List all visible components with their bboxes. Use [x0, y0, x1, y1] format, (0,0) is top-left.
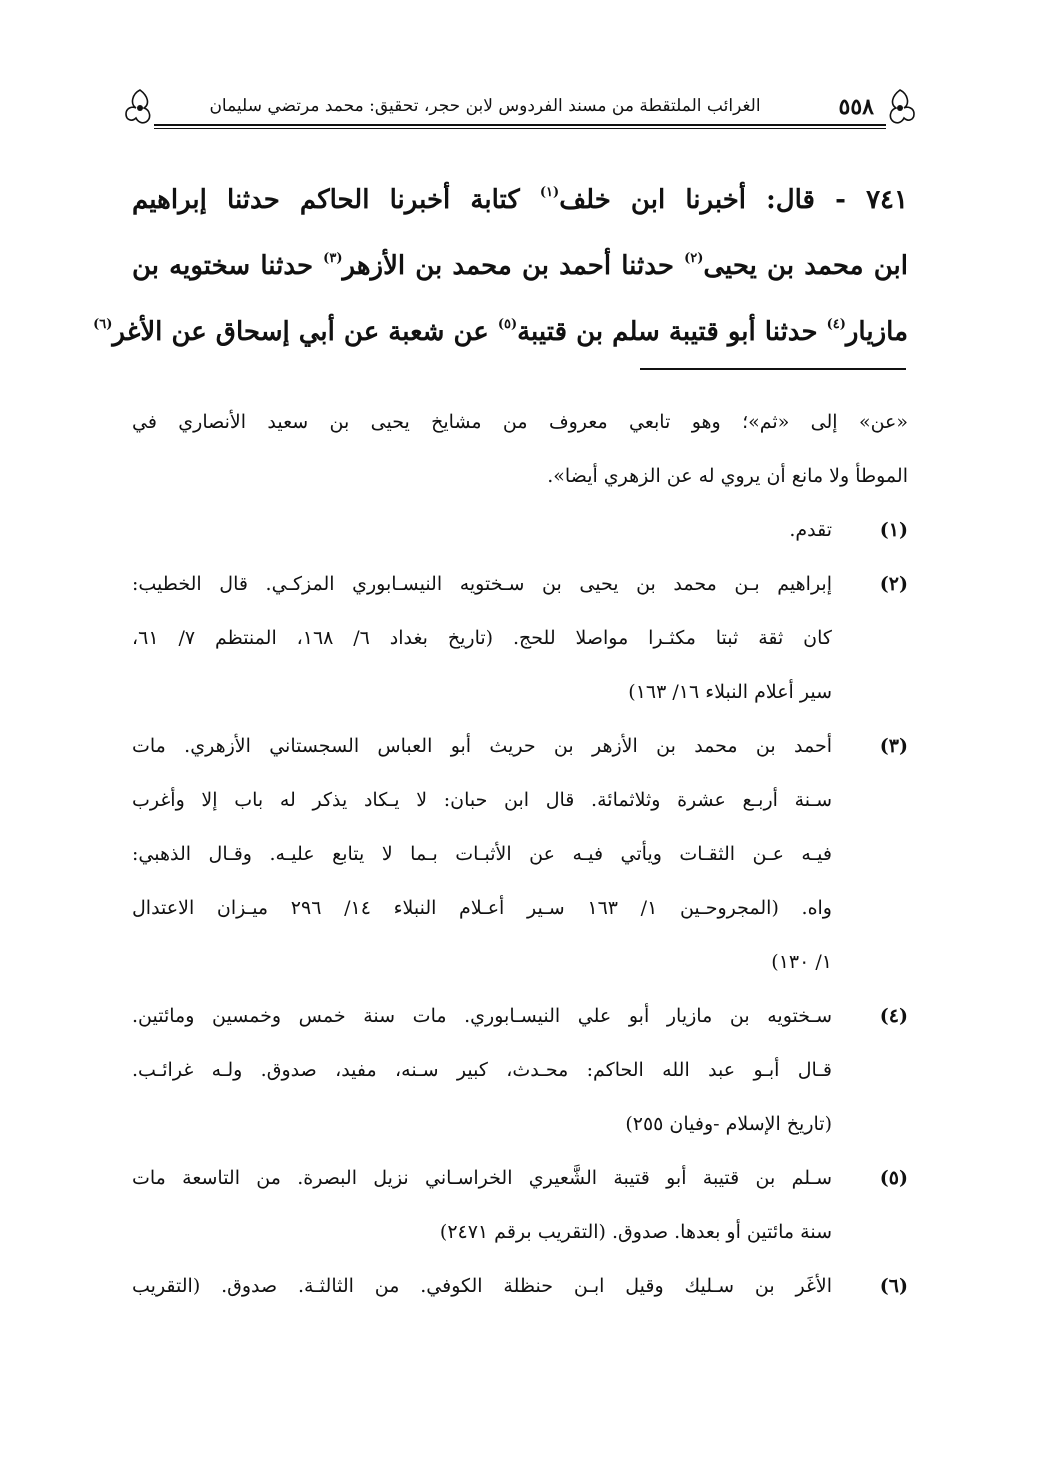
footnotes	[132, 395, 908, 1313]
footnote-number: (٤)	[879, 1005, 908, 1027]
footnote-ref[interactable]: (٦)	[93, 317, 113, 332]
running-title: الغرائب الملتقطة من مسند الفردوس لابن حجر، تحقيق: محمد مرتضي سليمان	[209, 96, 761, 116]
footnote-continuation: «عن» إلى «ثم»؛ وهو تابعي معروف من مشايخ يحيى بن سعيد الأنصاري في الموطأ ولا مانع أن يروي له عن الزهري أيضا».	[132, 411, 908, 487]
ornament-left-icon	[122, 88, 158, 126]
footnote-4: (٤) سـختويه بن مازيار أبو علي النيسـابوري. مات سنة خمس وخمسين ومائتين. قـال أبـو عبد الله الحاكم: محـدث، كبير سـنه، مفيد، صدوق. ولـه غرائـب. (تاريخ الإسلام -وفيان ٢٥٥)	[132, 989, 908, 1151]
page-header	[130, 88, 910, 128]
footnote-number: (٦)	[879, 1275, 908, 1297]
footnote-2: (٢) إبراهيم بـن محمد بن يحيى بن سـختويه النيسـابوري المزكـي. قال الخطيب: كان ثقة ثبتا مكثـرا مواصلا للحج. (تاريخ بغداد ٦/ ١٦٨، المنتظم ٧/ ٦١، سير أعلام النبلاء ١٦/ ١٦٣)	[132, 557, 908, 719]
hadith-line: ابن محمد بن يحيى$^{(٢)}$ حدثنا أحمد بن محمد بن الأزهر$^{(٣)}$ حدثنا سختويه بن	[132, 251, 908, 281]
ornament-right-icon	[882, 88, 918, 126]
footnote-3: (٣) أحمد بن محمد بن الأزهر بن حريث أبو العباس السجستاني الأزهري. مات سـنة أربـع عشرة وثلاثمائة. قال ابن حبان: لا يـكاد يذكر له باب إلا وأغرب فيـه عـن الثقـات ويأتي فيـه عن الأثبـات بـما لا يتابع عليـه. وقـال الذهبي: واه. (المجروحـين ١/ ١٦٣ سـير أعـلام النبلاء ١٤/ ٢٩٦ ميـزان الاعتدال ١/ ١٣٠)	[132, 719, 908, 989]
footnote-ref[interactable]: (٤)	[826, 317, 846, 332]
footnote-ref[interactable]: (٥)	[497, 317, 518, 332]
footnote-number: (١)	[879, 519, 908, 541]
page-number: ٥٥٨	[838, 94, 874, 120]
hadith-text	[93, 160, 908, 358]
header-rule	[154, 124, 886, 129]
footnote-number: (٥)	[879, 1167, 908, 1189]
footnote-5: (٥) سـلم بن قتيبة أبو قتيبة الشَّعيري الخراسـاني نزيل البصرة. من التاسعة مات سنة مائتين أو بعدها. صدوق. (التقريب برقم ٢٤٧١)	[132, 1151, 908, 1259]
hadith-line: مازيار$^{(٤)}$ حدثنا أبو قتيبة سلم بن قتيبة$^{(٥)}$ عن شعبة عن أبي إسحاق عن الأغر$^{(٦)}$	[93, 317, 908, 347]
footnote-ref[interactable]: (٣)	[323, 251, 343, 266]
footnote-ref[interactable]: (٢)	[684, 251, 704, 266]
footnote-6: (٦) الأغَر بن سـليك وقيل ابـن حنظلة الكوفي. من الثالثـة. صدوق. (التقريب	[132, 1259, 908, 1313]
hadith-line: ٧٤١ - قال: أخبرنا ابن خلف$^{(١)}$ كتابة أخبرنا الحاكم حدثنا إبراهيم	[132, 185, 908, 215]
footnote-1: (١) تقدم.	[132, 503, 908, 557]
footnote-separator	[640, 368, 906, 370]
footnote-number: (٢)	[879, 573, 908, 595]
footnote-number: (٣)	[879, 735, 908, 757]
footnote-ref[interactable]: (١)	[539, 185, 560, 200]
